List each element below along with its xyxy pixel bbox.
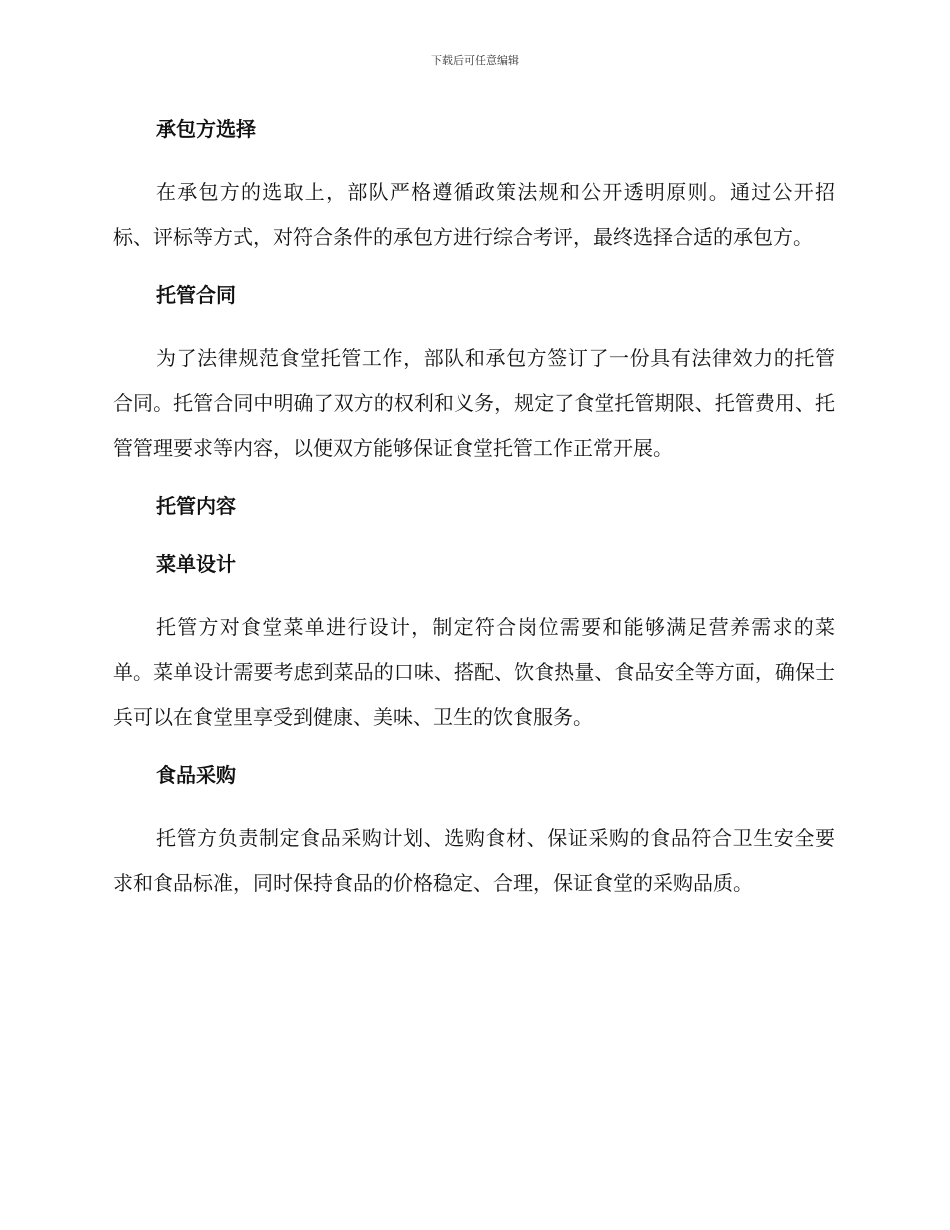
section-heading-custody-contract: 托管合同 [156,283,236,307]
section-paragraph-menu-design: 托管方对食堂菜单进行设计，制定符合岗位需要和能够满足营养需求的菜单。菜单设计需要考虑到菜品的口味、搭配、饮食热量、食品安全等方面，确保士兵可以在食堂里享受到健康、美味、卫生的饮食服务。 [113,615,835,729]
section-paragraph-food-procurement: 托管方负责制定食品采购计划、选购食材、保证采购的食品符合卫生安全要求和食品标准，同时保持食品的价格稳定、合理，保证食堂的采购品质。 [113,826,835,895]
section-heading-contractor-selection: 承包方选择 [156,117,256,141]
section-heading-menu-design: 菜单设计 [156,552,236,576]
section-paragraph-contractor-selection: 在承包方的选取上，部队严格遵循政策法规和公开透明原则。通过公开招标、评标等方式，对符合条件的承包方进行综合考评，最终选择合适的承包方。 [113,180,835,249]
page-header-note: 下载后可任意编辑 [431,54,519,67]
section-heading-food-procurement: 食品采购 [156,763,236,787]
document-body [113,113,835,906]
section-heading-custody-content: 托管内容 [156,494,236,518]
section-paragraph-custody-contract: 为了法律规范食堂托管工作，部队和承包方签订了一份具有法律效力的托管合同。托管合同中明确了双方的权利和义务，规定了食堂托管期限、托管费用、托管管理要求等内容，以便双方能够保证食堂托管工作正常开展。 [113,346,835,460]
